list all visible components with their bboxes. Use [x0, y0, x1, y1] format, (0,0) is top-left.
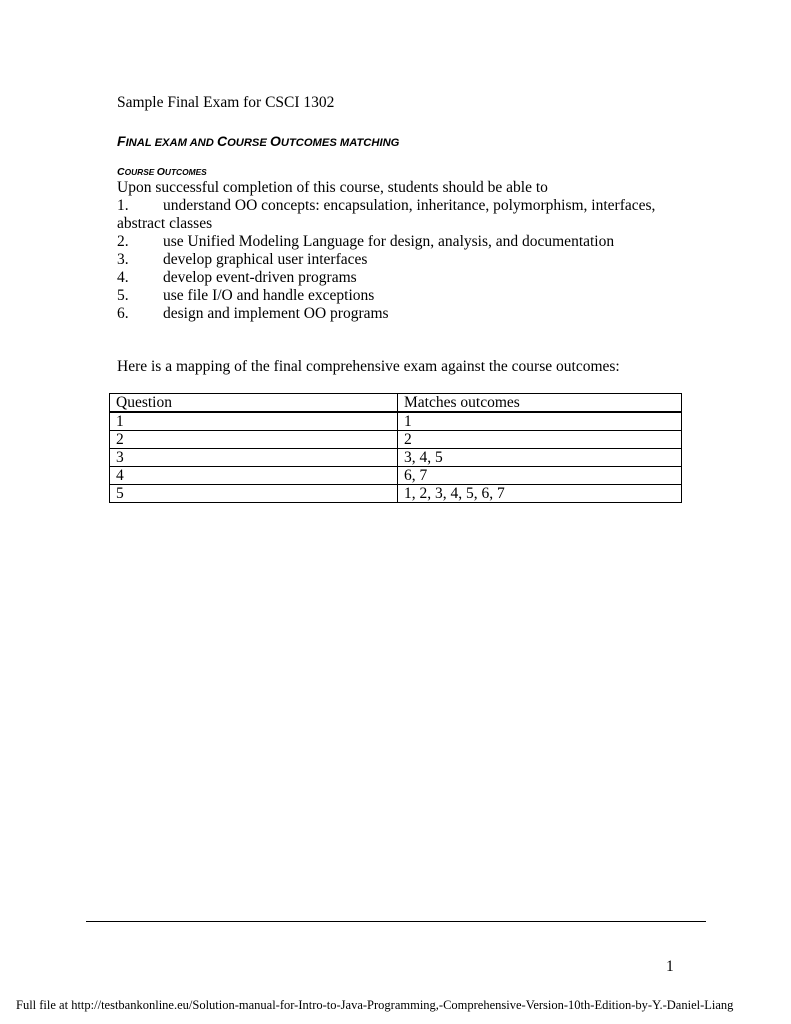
table-row [110, 485, 682, 503]
intro-text: Upon successful completion of this course, students should be able to [117, 179, 548, 196]
outcomes-cell: 2 [398, 431, 682, 449]
outcome-item [117, 269, 677, 287]
table-row [110, 467, 682, 485]
outcome-number: 5. [117, 287, 129, 304]
outcome-item [117, 233, 677, 251]
footer-rule [86, 921, 706, 922]
outcome-number: 6. [117, 305, 129, 322]
outcome-item [117, 251, 677, 269]
outcomes-cell: 6, 7 [398, 467, 682, 485]
table-row [110, 431, 682, 449]
heading-part: C [216, 133, 228, 149]
section-heading [117, 131, 399, 153]
outcome-number: 3. [117, 251, 129, 268]
outcome-text: develop graphical user interfaces [163, 251, 368, 268]
footer-link[interactable]: Full file at http://testbankonline.eu/Solution-manual-for-Intro-to-Java-Programming,-Comprehensive-Version-10th-Edition-by-Y.-Daniel-Liang [16, 998, 734, 1012]
outcome-text: use file I/O and handle exceptions [163, 287, 375, 304]
outcome-item [117, 197, 677, 233]
sub-heading [117, 164, 207, 180]
page-number: 1 [666, 958, 674, 975]
outcome-text: design and implement OO programs [163, 305, 389, 322]
outcomes-cell: 1 [398, 412, 682, 431]
mapping-intro: Here is a mapping of the final comprehensive exam against the course outcomes: [117, 358, 620, 375]
heading-part: O [269, 133, 281, 149]
heading-part: UTCOMES MATCHING [280, 137, 400, 149]
sub-heading-part: O [156, 166, 165, 178]
mapping-table [109, 393, 682, 503]
column-header-question: Question [110, 394, 398, 413]
outcome-number: 2. [117, 233, 129, 250]
heading-part: F [117, 133, 126, 149]
table-row [110, 412, 682, 431]
heading-part: INAL EXAM AND [125, 137, 217, 149]
question-cell: 3 [110, 449, 398, 467]
outcome-text: understand OO concepts: encapsulation, inheritance, polymorphism, interfaces, [163, 197, 656, 214]
table-header-row [110, 394, 682, 413]
sub-heading-part: OURSE [124, 167, 157, 177]
question-cell: 1 [110, 412, 398, 431]
outcome-number: 4. [117, 269, 129, 286]
column-header-outcomes: Matches outcomes [398, 394, 682, 413]
outcome-item [117, 287, 677, 305]
question-cell: 5 [110, 485, 398, 503]
question-cell: 4 [110, 467, 398, 485]
heading-part: OURSE [227, 137, 270, 149]
sub-heading-part: C [117, 166, 125, 178]
outcome-number: 1. [117, 197, 129, 214]
outcomes-cell: 3, 4, 5 [398, 449, 682, 467]
outcome-text: use Unified Modeling Language for design, analysis, and documentation [163, 233, 615, 250]
outcome-text: develop event-driven programs [163, 269, 357, 286]
outcome-text-continuation: abstract classes [117, 215, 213, 232]
question-cell: 2 [110, 431, 398, 449]
outcome-item [117, 305, 677, 323]
table-row [110, 449, 682, 467]
page-title: Sample Final Exam for CSCI 1302 [117, 94, 335, 111]
outcomes-cell: 1, 2, 3, 4, 5, 6, 7 [398, 485, 682, 503]
outcomes-list [117, 197, 677, 323]
sub-heading-part: UTCOMES [164, 167, 207, 177]
